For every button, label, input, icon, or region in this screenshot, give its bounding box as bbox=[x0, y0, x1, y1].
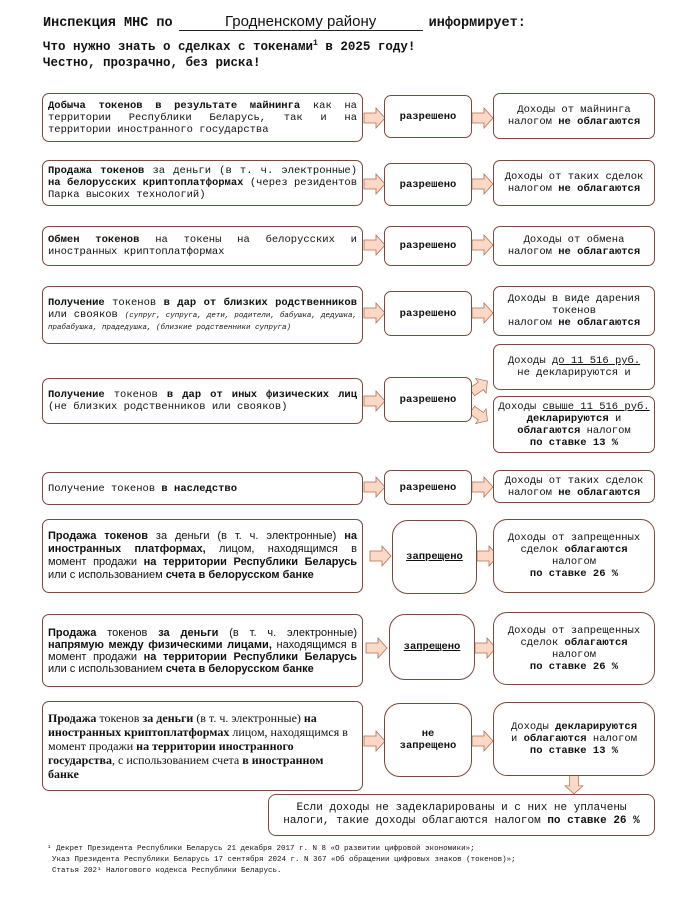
row-inheritance-outcome: Доходы от таких сделок налогом не облагаются bbox=[493, 470, 655, 503]
header-suffix: информирует: bbox=[428, 16, 526, 31]
row-sale-p2p-outcome: Доходы от запрещенных сделок облагаются налогом по ставке 26 % bbox=[493, 612, 655, 685]
row-sale-abroad-description: Продажа токенов за деньги (в т. ч. электронные) на иностранных криптоплатформах лицом, находящимся в момент продажи на территории иностранного государства, с использованием счета в иностранном банке bbox=[42, 701, 363, 791]
header-title-tail: в 2025 году! bbox=[317, 40, 416, 55]
row-mining-status: разрешено bbox=[384, 95, 472, 138]
arrow-r5-a bbox=[364, 391, 385, 411]
row-exchange-outcome: Доходы от обмена налогом не облагаются bbox=[493, 226, 655, 266]
arrow-r9-a bbox=[364, 731, 385, 751]
row-inheritance-description: Получение токенов в наследство bbox=[42, 472, 363, 505]
district-field: Гродненскому району bbox=[179, 13, 423, 31]
row-sale-foreign-status bbox=[392, 520, 477, 594]
arrow-down-final bbox=[565, 775, 583, 794]
footnote-1: ¹ Декрет Президента Республики Беларусь 21 декабря 2017 г. N 8 «О развитии цифровой экономики»; bbox=[47, 845, 475, 853]
row-inheritance-status: разрешено bbox=[384, 470, 472, 505]
row-gift-relatives-outcome: Доходы в виде дарения токенов налогом не облагаются bbox=[493, 286, 655, 336]
arrow-r7-a bbox=[370, 546, 391, 566]
arrow-r1-a bbox=[364, 108, 385, 128]
row-sale-belarus-description: Продажа токенов за деньги (в т. ч. электронные) на белорусских криптоплатформах (через резидентов Парка высоких технологий) bbox=[42, 160, 363, 206]
row-gift-others-outcome-over: Доходы свыше 11 516 руб. декларируются и облагаются налогом по ставке 13 % bbox=[493, 396, 655, 453]
arrow-r3-a bbox=[364, 235, 385, 255]
row-gift-relatives-status: разрешено bbox=[384, 291, 472, 336]
arrow-r4-b bbox=[472, 303, 493, 323]
row-gift-others-description: Получение токенов в дар от иных физических лиц (не близких родственников или свояков) bbox=[42, 378, 363, 424]
row-sale-foreign-description: Продажа токенов за деньги (в т. ч. электронные) на иностранных платформах, лицом, находящимся в момент продажи на территории Республики Беларусь или с использованием счета в белорусском банке bbox=[42, 519, 363, 593]
arrow-r1-b bbox=[472, 108, 493, 128]
arrow-r2-a bbox=[364, 174, 385, 194]
header-title: Что нужно знать о сделках с токенами bbox=[43, 40, 314, 55]
row-exchange-status: разрешено bbox=[384, 226, 472, 266]
arrow-r2-b bbox=[472, 174, 493, 194]
arrow-r6-a bbox=[364, 477, 385, 497]
row-sale-foreign-outcome: Доходы от запрещенных сделок облагаются налогом по ставке 26 % bbox=[493, 519, 655, 593]
status-text: запрещено bbox=[403, 641, 461, 653]
row-sale-abroad-outcome: Доходы декларируются и облагаются налогом по ставке 13 % bbox=[493, 702, 655, 776]
row-mining-description: Добыча токенов в результате майнинга как на территории Республики Беларусь, так и на территории иностранного государства bbox=[42, 93, 363, 142]
row-gift-relatives-description: Получение токенов в дар от близких родственников или свояков (супруг, супруга, дети, родители, бабушка, дедушка, прабабушка, прадедушка, (близкие родственники супруга) bbox=[42, 286, 363, 344]
row-sale-p2p-description: Продажа токенов за деньги (в т. ч. электронные) напрямую между физическими лицами, находящимся в момент продажи на территории Республики Беларусь или с использованием счета в белорусском банке bbox=[42, 614, 363, 687]
arrow-r8-a bbox=[366, 638, 387, 658]
row-sale-p2p-status bbox=[389, 614, 475, 680]
footnote-2: Указ Президента Республики Беларусь 17 сентября 2024 г. N 367 «Об обращении цифровых знаков (токенов)»; bbox=[52, 856, 516, 864]
row-sale-abroad-status bbox=[384, 703, 472, 777]
footnote-ref: 1 bbox=[313, 39, 318, 48]
header-line-3: Честно, прозрачно, без риска! bbox=[43, 56, 261, 70]
row-mining-outcome: Доходы от майнинга налогом не облагаются bbox=[493, 93, 655, 139]
header-prefix: Инспекция МНС по bbox=[43, 16, 173, 31]
footnote-3: Статья 202¹ Налогового кодекса Республики Беларусь. bbox=[52, 867, 282, 875]
arrow-r6-b bbox=[472, 477, 493, 497]
arrow-r4-a bbox=[364, 303, 385, 323]
row-sale-belarus-status: разрешено bbox=[384, 163, 472, 206]
status-text-a: не bbox=[421, 728, 435, 740]
row-gift-others-status: разрешено bbox=[384, 377, 472, 422]
row-exchange-description: Обмен токенов на токены на белорусских и иностранных криптоплатформах bbox=[42, 226, 363, 266]
row-gift-others-outcome-under: Доходы до 11 516 руб. не декларируются и bbox=[493, 344, 655, 390]
arrow-r9-b bbox=[472, 731, 493, 751]
status-text-b: запрещено bbox=[399, 740, 457, 752]
final-note: Если доходы не задекларированы и с них не уплачены налоги, такие доходы облагаются налогом по ставке 26 % bbox=[268, 794, 655, 836]
row-sale-belarus-outcome: Доходы от таких сделок налогом не облагаются bbox=[493, 160, 655, 206]
arrow-r3-b bbox=[472, 235, 493, 255]
status-text: запрещено bbox=[406, 551, 463, 563]
